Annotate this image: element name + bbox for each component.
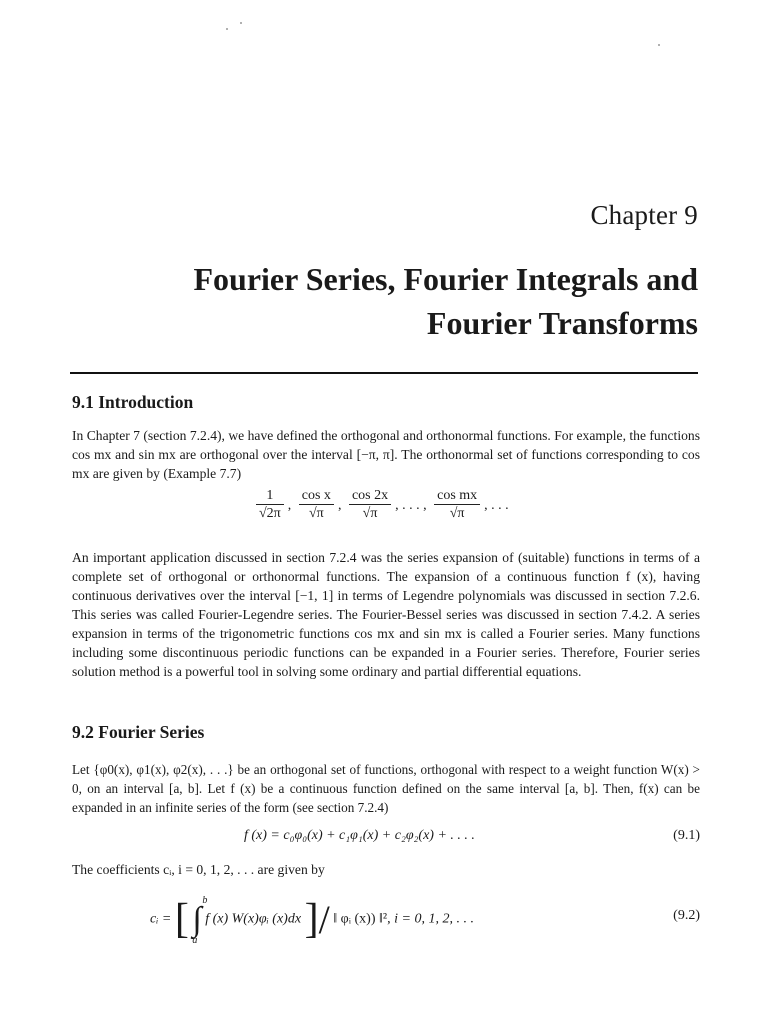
title-divider <box>70 372 698 374</box>
chapter-title-line-1: Fourier Series, Fourier Integrals and <box>193 261 698 297</box>
intro-paragraph-2: An important application discussed in section 7.2.4 was the series expansion of (suitable) functions in terms of a complete set of orthogonal or orthonormal functions. The expansion of a continuous function f (x), having continuous derivatives over the interval [−1, 1] in terms of Legendre polynomials was discussed in section 7.2.6. This series was called Fourier-Legendre series. The Fourier-Bessel series was discussed in section 7.4.2. A series expansion in terms of the trigonometric functions cos mx and sin mx is called a Fourier series. Many functions including some discontinuous periodic functions can be expanded in a Fourier series. Therefore, Fourier series solution method is a powerful tool in solving some ordinary and partial differential equations. <box>72 550 700 679</box>
chapter-label: Chapter 9 <box>590 200 698 230</box>
fraction: $\frac{1}{√2\pi}$ <box>256 488 284 523</box>
section-heading-introduction: 9.1 Introduction <box>72 392 194 412</box>
fourier-series-paragraph-2: The coefficients cᵢ, i = 0, 1, 2, . . . are given by <box>72 862 325 877</box>
scan-speck <box>226 28 228 30</box>
orthonormal-set-equation <box>72 488 700 534</box>
upper-limit: b <box>202 894 208 906</box>
equation-9-2-number: (9.2) <box>673 908 700 923</box>
scan-speck <box>658 44 660 46</box>
fourier-series-paragraph-1: Let {φ0(x), φ1(x), φ2(x), . . .} be an orthogonal set of functions, orthogonal with respect to a weight function W(x) > 0, on an interval [a, b]. Let f (x) be a continuous function defined on the same interval [a, b]. Then, f(x) can be expanded in an infinite series of the form (see section 7.2.4) <box>72 762 700 815</box>
chapter-title-line-2: Fourier Transforms <box>426 305 698 341</box>
integrand: f (x) W(x)φᵢ (x)dx <box>205 911 302 927</box>
equation-9-1-body: f (x) = c₀φ₀(x) + c₁φ₁(x) + c₂φ₂(x) + . . . . <box>244 828 475 843</box>
left-bracket: [ <box>174 896 189 943</box>
intro-paragraph-1: In Chapter 7 (section 7.2.4), we have defined the orthogonal and orthonormal functions. For example, the functions cos mx and sin mx are orthogonal over the interval [−π, π]. The orthonormal set of functions corresponding to cos mx are given by (Example 7.7) <box>72 428 700 481</box>
fraction-row: $\frac{1}{√2\pi}$ , $\frac{\text{cos x}}{√\pi}$ , $\frac{\cos 2x}{√\pi}$ , . . . , $\frac{\text{cos mx}}{√\pi}$ , . . . <box>254 488 511 523</box>
integral-sign: ∫ b a <box>192 894 208 946</box>
norm-term: ‖ φᵢ (x)) ‖², <box>333 911 395 927</box>
division-slash: / <box>318 897 330 942</box>
equation-9-1-number: (9.1) <box>673 828 700 843</box>
chapter-title <box>58 257 698 345</box>
equation-9-2 <box>72 892 700 952</box>
index-range: i = 0, 1, 2, . . . <box>394 911 474 927</box>
equation-9-1 <box>72 828 700 848</box>
fraction: $\frac{\text{cos mx}}{√\pi}$ <box>434 488 480 523</box>
coefficient-lhs: cᵢ = <box>150 911 172 927</box>
fraction: $\frac{\cos 2x}{√\pi}$ <box>349 488 391 523</box>
lower-limit: a <box>192 934 198 946</box>
scan-speck <box>240 22 242 24</box>
equation-9-2-body <box>150 894 474 946</box>
right-bracket: ] <box>304 896 319 943</box>
section-heading-fourier-series: 9.2 Fourier Series <box>72 722 205 742</box>
fraction: $\frac{\text{cos x}}{√\pi}$ <box>299 488 334 523</box>
